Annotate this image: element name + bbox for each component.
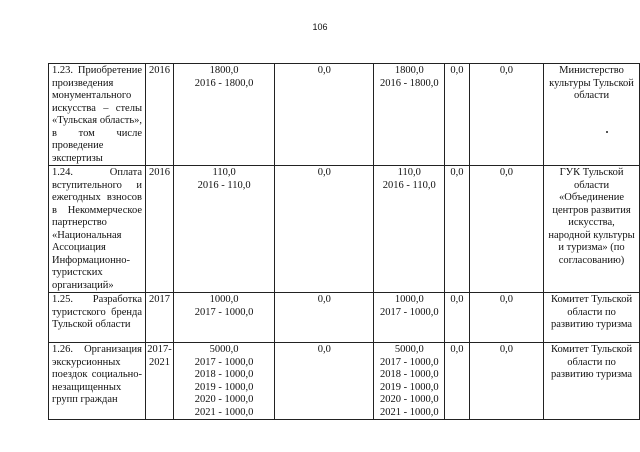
activity-name: 1.24. Оплата вступительного и ежегодных взносов в Некоммерческое партнерство «Национальная Ассоциация Информационно-туристских организаций»	[52, 167, 142, 291]
regional-by-year: 2017 - 1000,0	[379, 306, 439, 318]
other-funding-cell: 0,0	[469, 166, 543, 293]
total-amount: 5000,0	[209, 344, 239, 355]
federal-funding-cell: 0,0	[275, 293, 374, 343]
years-cell: 2017-2021	[146, 343, 174, 420]
activity-name-cell	[49, 343, 146, 420]
scan-speck	[606, 131, 608, 133]
years-cell: 2016	[146, 64, 174, 166]
total-by-year: 2017 - 1000,0	[194, 356, 254, 368]
local-funding-cell: 0,0	[445, 343, 470, 420]
total-funding-cell	[173, 64, 274, 166]
total-amount: 110,0	[212, 167, 236, 178]
total-by-year: 2018 - 1000,0	[194, 369, 254, 380]
regional-by-year: 2017 - 1000,0	[379, 356, 439, 368]
regional-amount: 110,0	[397, 167, 421, 178]
years-cell: 2017	[146, 293, 174, 343]
program-activities-table	[48, 63, 640, 420]
local-funding-cell: 0,0	[445, 166, 470, 293]
other-funding-cell: 0,0	[469, 64, 543, 166]
regional-amount: 1800,0	[394, 65, 424, 76]
regional-amount: 5000,0	[394, 344, 424, 355]
total-funding-cell	[173, 166, 274, 293]
regional-by-year: 2021 - 1000,0	[379, 406, 439, 418]
page-number: 106	[312, 22, 328, 32]
activity-name-cell	[49, 293, 146, 343]
total-funding-cell	[173, 293, 274, 343]
responsible-cell: Министерство культуры Тульской области	[544, 64, 640, 166]
table-row	[49, 166, 640, 293]
regional-funding-cell	[374, 166, 445, 293]
activity-name-cell	[49, 64, 146, 166]
federal-funding-cell: 0,0	[275, 166, 374, 293]
table-row	[49, 293, 640, 343]
other-funding-cell: 0,0	[469, 343, 543, 420]
regional-funding-cell	[374, 293, 445, 343]
activity-name-cell	[49, 166, 146, 293]
local-funding-cell: 0,0	[445, 64, 470, 166]
activity-name: 1.26. Организация экскурсионных поездок социально-незащищенных групп граждан	[52, 344, 142, 405]
total-by-year: 2017 - 1000,0	[194, 306, 254, 318]
total-funding-cell	[173, 343, 274, 420]
years-cell: 2016	[146, 166, 174, 293]
regional-funding-cell	[374, 64, 445, 166]
regional-amount: 1000,0	[394, 294, 424, 305]
federal-funding-cell: 0,0	[275, 343, 374, 420]
total-amount: 1800,0	[209, 65, 239, 76]
regional-funding-cell	[374, 343, 445, 420]
regional-by-year: 2016 - 110,0	[382, 179, 436, 191]
regional-by-year: 2019 - 1000,0	[379, 381, 439, 393]
regional-by-year: 2016 - 1800,0	[379, 77, 439, 89]
responsible-cell: Комитет Тульской области по развитию туризма	[544, 293, 640, 343]
total-by-year: 2019 - 1000,0	[194, 381, 254, 393]
table-row	[49, 343, 640, 420]
regional-by-year: 2020 - 1000,0	[379, 394, 439, 405]
local-funding-cell: 0,0	[445, 293, 470, 343]
table-row	[49, 64, 640, 166]
total-by-year: 2016 - 1800,0	[194, 77, 254, 89]
activity-name: 1.23. Приобретение произведения монументального искусства – стелы «Тульская область», в том числе проведение экспертизы	[52, 65, 142, 164]
total-by-year: 2016 - 110,0	[197, 179, 251, 191]
responsible-cell: ГУК Тульской области «Объединение центров развития искусства, народной культуры и туризма» (по согласованию)	[544, 166, 640, 293]
federal-funding-cell: 0,0	[275, 64, 374, 166]
responsible-cell: Комитет Тульской области по развитию туризма	[544, 343, 640, 420]
total-by-year: 2021 - 1000,0	[194, 406, 254, 418]
other-funding-cell: 0,0	[469, 293, 543, 343]
activity-name: 1.25. Разработка туристского бренда Тульской области	[52, 294, 142, 330]
total-amount: 1000,0	[209, 294, 239, 305]
total-by-year: 2020 - 1000,0	[194, 394, 254, 405]
regional-by-year: 2018 - 1000,0	[379, 369, 439, 380]
